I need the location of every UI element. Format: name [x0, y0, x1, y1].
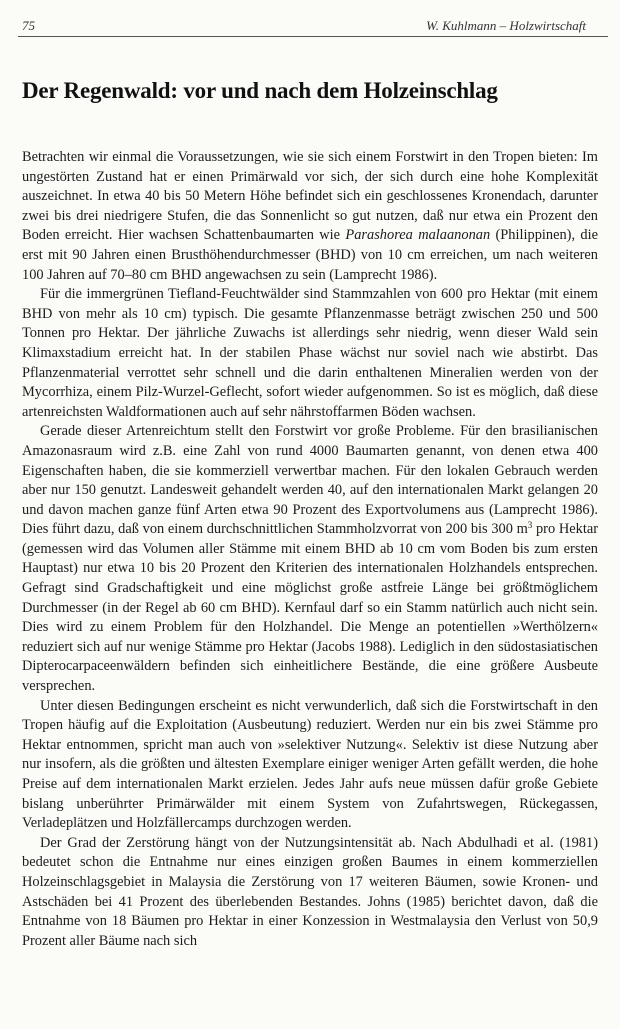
paragraph-3-text-after: pro Hektar (gemessen wird das Volumen aller Stämme mit einem BHD ab 10 cm vom Boden bis zum ersten Hauptast) nur etwa 10 bis 20 Prozent den Kriterien des internationalen Holzhandels entsprechen. Gefragt sind Gradschaftigkeit und eine möglichst große astfreie Länge bei größtmöglichem Durchmesser (in der Regel ab 60 cm BHD). Kernfaul darf so ein Stamm natürlich auch nicht sein. Dies wird zu einem Problem für den Holzhandel. Die Menge an potentiellen »Werthölzern« reduziert sich auf nur wenige Stämme pro Hektar (Jacobs 1988). Lediglich in den südostasiatischen Dipterocarpaceenwäldern befinden sich einheitlichere Bestände, die eine größere Ausbeute versprechen.	[22, 521, 598, 695]
paragraph-1-text-before: Betrachten wir einmal die Voraussetzungen, wie sie sich einem Forstwirt in den Tropen bieten: Im ungestörten Zustand hat er einen Primärwald vor sich, der sich durch eine hohe Komplexität auszeichnet. In etwa 40 bis 50 Metern Höhe befindet sich ein geschlossenes Kronendach, darunter zwei bis drei niedrigere Stufen, die das Sonnenlicht so gut nutzen, daß nur etwa ein Prozent den Boden erreicht. Hier wachsen Schattenbaumarten wie	[22, 149, 598, 244]
article-title: Der Regenwald: vor und nach dem Holzeinschlag	[22, 78, 498, 103]
header-rule	[18, 36, 608, 37]
article-body	[22, 148, 598, 951]
running-head	[22, 14, 598, 34]
paragraph-4: Unter diesen Bedingungen erscheint es nicht verwunderlich, daß sich die Forstwirtschaft in den Tropen häufig auf die Exploitation (Ausbeutung) reduziert. Werden nur ein bis zwei Stämme pro Hektar entnommen, spricht man auch von »selektiver Nutzung«. Selektiv ist diese Nutzung aber nur insofern, als die größten und ältesten Exemplare einiger weniger Arten gefällt werden, die hohe Preise auf dem internationalen Markt erzielen. Jedes Jahr aufs neue müssen dafür große Gebiete bislang unberührter Primärwälder mit einem System von Zufahrtswegen, Rückegassen, Verladeplätzen und Holzfällercamps durchzogen werden.	[22, 697, 598, 832]
page-number: 75	[22, 18, 35, 33]
species-name: Parashorea malaanonan	[345, 227, 491, 244]
cubic-superscript: 3	[527, 520, 533, 531]
paragraph-3-text-before: Gerade dieser Artenreichtum stellt den Forstwirt vor große Probleme. Für den brasilianischen Amazonasraum wird z.B. eine Zahl von rund 4000 Baumarten genannt, von denen etwa 400 Eigenschaften haben, die sie kommerziell verwertbar machen. Für den lokalen Gebrauch werden aber nur 150 genutzt. Landesweit gehandelt werden 40, auf den internationalen Markt gelangen 20 und davon machen ganze fünf Arten etwa 90 Prozent des Exportvolumens aus (Lamprecht 1986). Dies führt dazu, daß von einem durchschnittlichen Stammholzvorrat von 200 bis 300 m	[22, 423, 598, 538]
paragraph-1	[22, 148, 598, 285]
running-head-title: W. Kuhlmann – Holzwirtschaft	[426, 18, 586, 33]
paragraph-5: Der Grad der Zerstörung hängt von der Nutzungsintensität ab. Nach Abdulhadi et al. (1981) bedeutet schon die Entnahme nur eines einzigen großen Baumes in einem kommerziellen Holzeinschlagsgebiet in Malaysia die Zerstörung von 17 weiteren Bäumen, sowie Kronen- und Astschäden bei 41 Prozent des überlebenden Bestandes. Johns (1985) berichtet davon, daß die Entnahme von 18 Bäumen pro Hektar in einer Konzession in Westmalaysia den Verlust von 50,9 Prozent aller Bäume nach sich	[22, 834, 598, 949]
paragraph-2: Für die immergrünen Tiefland-Feuchtwälder sind Stammzahlen von 600 pro Hektar (mit einem BHD von mehr als 10 cm) typisch. Die gesamte Pflanzenmasse beträgt zwischen 250 und 500 Tonnen pro Hektar. Der jährliche Zuwachs ist allerdings sehr niedrig, wenn dieser Wald sein Klimaxstadium erreicht hat. In der stabilen Phase wächst nur soviel nach wie abstirbt. Das Pflanzenmaterial verrottet sehr schnell und die darin enthaltenen Mineralien werden von der Mycorrhiza, einem Pilz-Wurzel-Geflecht, sofort wieder aufgenommen. So ist es möglich, daß diese artenreichsten Waldformationen auch auf sehr nährstoffarmen Böden wachsen.	[22, 286, 598, 420]
paragraph-3	[22, 422, 598, 696]
paragraph-1-text-after: (Philippinen), die erst mit 90 Jahren einen Brusthöhendurchmesser (BHD) von 10 cm erreichen, um nach weiteren 100 Jahren auf 70–80 cm BHD angewachsen zu sein (Lamprecht 1986).	[22, 227, 598, 283]
